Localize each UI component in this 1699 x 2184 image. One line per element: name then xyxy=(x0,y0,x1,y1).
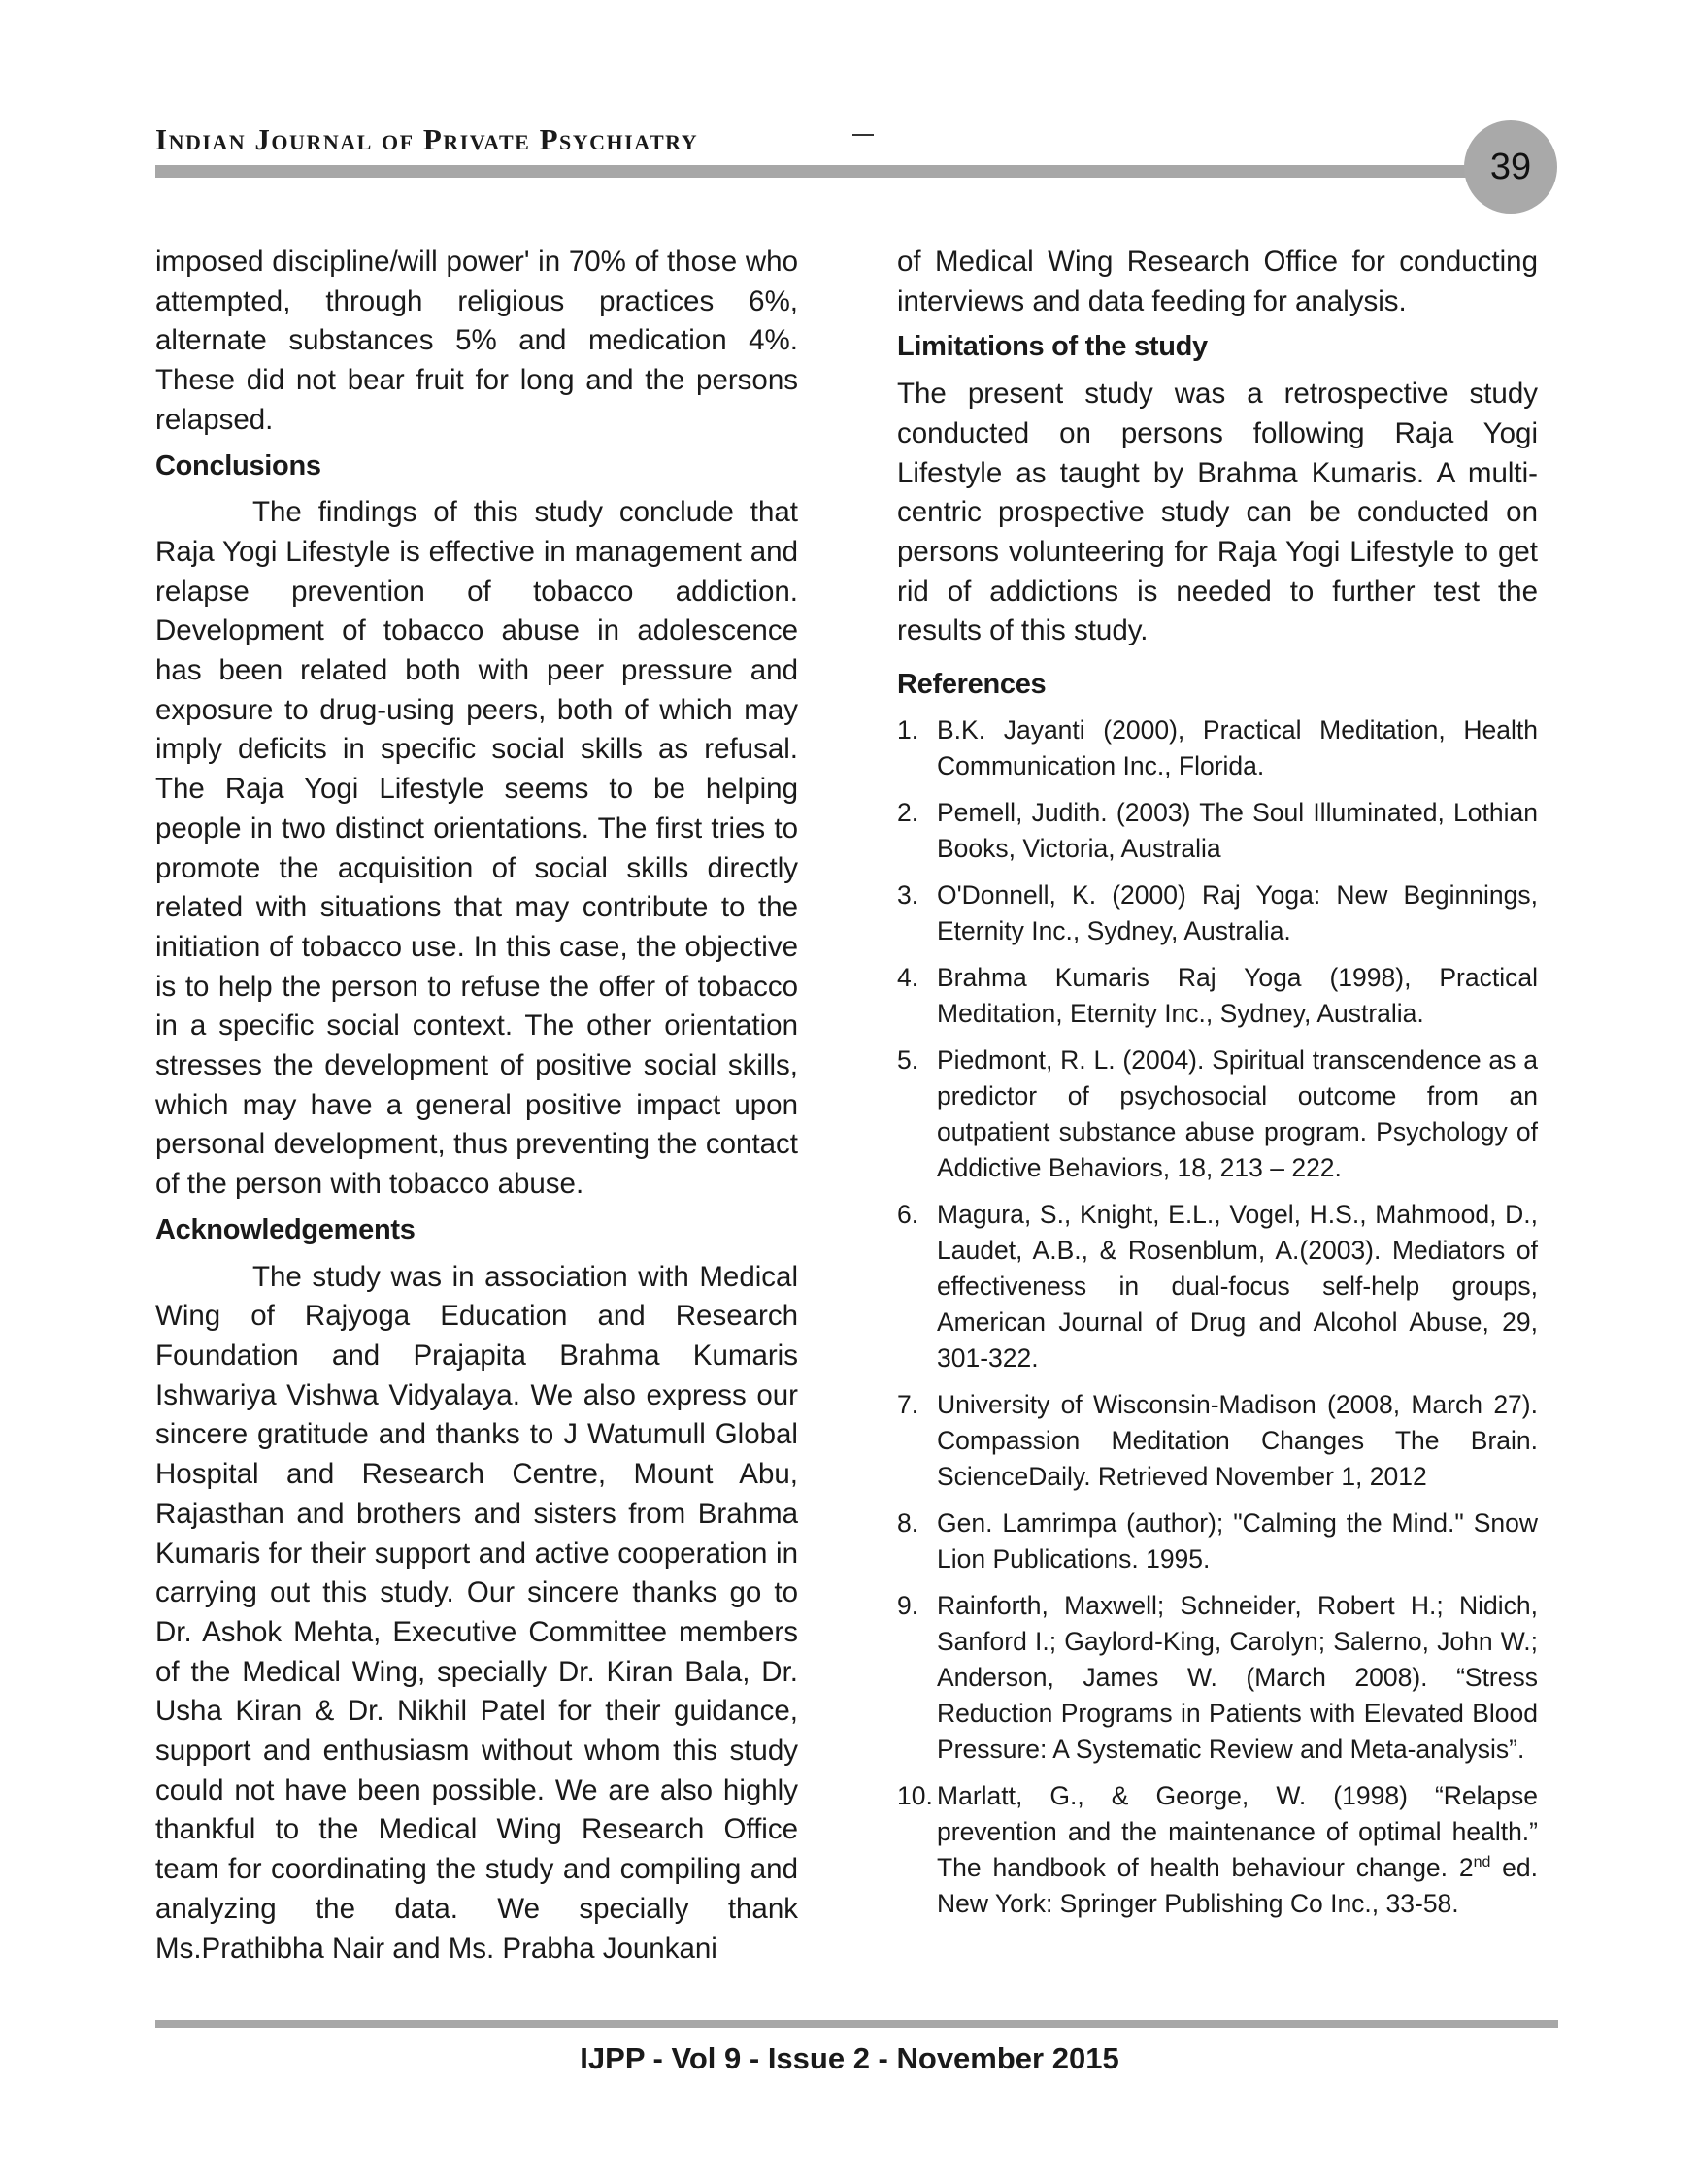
limitations-paragraph: The present study was a retrospective study conducted on persons following Raja Yogi Lifestyle as taught by Brahma Kumaris. A multi-centric prospective study can be conducted on persons volunteering for Raja Yogi Lifestyle to get rid of addictions is needed to further test the results of this study. xyxy=(897,378,1538,647)
conclusions-paragraph: The findings of this study conclude that Raja Yogi Lifestyle is effective in management and relapse prevention of tobacco addiction. Development of tobacco abuse in adolescence has been related both with peer pressure and exposure to drug-using peers, both of which may imply deficits in specific social skills as refusal. The Raja Yogi Lifestyle seems to be helping people in two distinct orientations. The first tries to promote the acquisition of social skills directly related with situations that may contribute to the initiation of tobacco use. In this case, the objective is to help the person to refuse the offer of tobacco in a specific social context. The other orientation stresses the development of positive social skills, which may have a general positive impact upon personal development, thus preventing the contact of the person with tobacco abuse. xyxy=(155,496,798,1201)
reference-text: O'Donnell, K. (2000) Raj Yoga: New Beginnings, Eternity Inc., Sydney, Australia. xyxy=(937,879,1538,945)
reference-number: 5. xyxy=(897,1044,919,1075)
reference-number: 7. xyxy=(897,1389,919,1419)
conclusions-heading: Conclusions xyxy=(155,449,321,481)
reference-text-part: Marlatt, G., & George, W. (1998) “Relapse prevention and the maintenance of optimal health.” The handbook of health behaviour change. 2 xyxy=(937,1780,1538,1882)
footer-bar xyxy=(155,2020,1558,2028)
reference-text: Magura, S., Knight, E.L., Vogel, H.S., Mahmood, D., Laudet, A.B., & Rosenblum, A.(2003). Mediators of effectiveness in dual-focus self-help groups, American Journal of Drug and Alcohol Abuse, 29, 301-322. xyxy=(937,1199,1538,1373)
reference-item xyxy=(897,1778,1538,1922)
reference-number: 2. xyxy=(897,797,919,827)
reference-item xyxy=(897,795,1538,867)
reference-text: Rainforth, Maxwell; Schneider, Robert H.; Nidich, Sanford I.; Gaylord-King, Carolyn; Salerno, John W.; Anderson, James W. (March 2008). “Stress Reduction Programs in Patients with Elevated Blood Pressure: A Systematic Review and Meta-analysis”. xyxy=(937,1590,1538,1764)
reference-text: Piedmont, R. L. (2004). Spiritual transcendence as a predictor of psychosocial outcome from an outpatient substance abuse program. Psychology of Addictive Behaviors, 18, 213 – 222. xyxy=(937,1044,1538,1182)
limitations-heading: Limitations of the study xyxy=(897,331,1208,363)
ordinal-superscript: nd xyxy=(1473,1853,1491,1870)
journal-title: Indian Journal of Private Psychiatry xyxy=(155,122,699,156)
reference-item xyxy=(897,1042,1538,1186)
reference-number: 1. xyxy=(897,714,919,745)
header-divider xyxy=(852,134,874,136)
reference-item xyxy=(897,1588,1538,1768)
page-number-badge xyxy=(1464,120,1557,214)
reference-number: 6. xyxy=(897,1199,919,1229)
references-heading: References xyxy=(897,669,1047,701)
reference-item xyxy=(897,1197,1538,1376)
header-bar xyxy=(155,165,1495,178)
reference-item xyxy=(897,1506,1538,1577)
reference-number: 4. xyxy=(897,962,919,992)
reference-number: 9. xyxy=(897,1590,919,1620)
page-number: 39 xyxy=(1489,146,1532,187)
right-column xyxy=(897,243,1538,1933)
acknowledgements-continuation: of Medical Wing Research Office for conducting interviews and data feeding for analysis. xyxy=(897,246,1538,317)
reference-item xyxy=(897,877,1538,949)
acknowledgements-heading: Acknowledgements xyxy=(155,1213,416,1245)
reference-text xyxy=(937,1778,1538,1922)
acknowledgements-paragraph: The study was in association with Medical Wing of Rajyoga Education and Research Foundation and Prajapita Brahma Kumaris Ishwariya Vishwa Vidyalaya. We also express our sincere gratitude and thanks to J Watumull Global Hospital and Research Centre, Mount Abu, Rajasthan and brothers and sisters from Brahma Kumaris for their support and active cooperation in carrying out this study. Our sincere thanks go to Dr. Ashok Mehta, Executive Committee members of the Medical Wing, specially Dr. Kiran Bala, Dr. Usha Kiran & Dr. Nikhil Patel for their guidance, support and enthusiasm without whom this study could not have been possible. We are also highly thankful to the Medical Wing Research Office team for coordinating the study and compiling and analyzing the data. We specially thank Ms.Prathibha Nair and Ms. Prabha Jounkani xyxy=(155,1260,798,1965)
reference-item xyxy=(897,960,1538,1032)
reference-text: B.K. Jayanti (2000), Practical Meditation, Health Communication Inc., Florida. xyxy=(937,714,1538,780)
reference-text: University of Wisconsin-Madison (2008, March 27). Compassion Meditation Changes The Brain. ScienceDaily. Retrieved November 1, 2012 xyxy=(937,1389,1538,1491)
references-list xyxy=(897,712,1538,1922)
left-column xyxy=(155,243,798,1969)
reference-number: 8. xyxy=(897,1507,919,1538)
reference-number: 3. xyxy=(897,879,919,910)
footer-citation: IJPP - Vol 9 - Issue 2 - November 2015 xyxy=(580,2041,1119,2075)
reference-number: 10. xyxy=(897,1780,933,1810)
reference-item xyxy=(897,712,1538,784)
reference-text: Gen. Lamrimpa (author); "Calming the Mind." Snow Lion Publications. 1995. xyxy=(937,1507,1538,1573)
reference-text: Pemell, Judith. (2003) The Soul Illuminated, Lothian Books, Victoria, Australia xyxy=(937,797,1538,863)
reference-text: Brahma Kumaris Raj Yoga (1998), Practical Meditation, Eternity Inc., Sydney, Australia. xyxy=(937,962,1538,1028)
results-paragraph-end: imposed discipline/will power' in 70% of those who attempted, through religious practices 6%, alternate substances 5% and medication 4%. These did not bear fruit for long and the persons relapsed. xyxy=(155,246,798,436)
reference-item xyxy=(897,1387,1538,1495)
reference-text-part: ed. New York: Springer Publishing Co Inc., 33-58. xyxy=(937,1852,1538,1918)
